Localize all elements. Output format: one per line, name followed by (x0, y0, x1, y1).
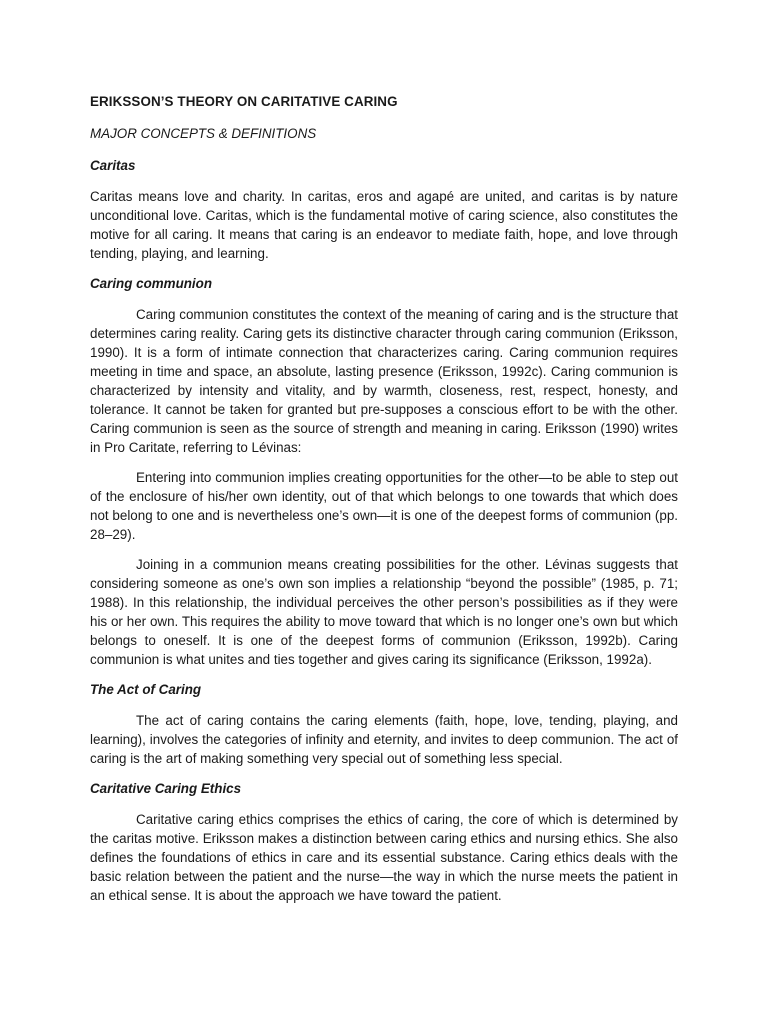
section-act-of-caring (90, 680, 678, 768)
paragraph: Caritative caring ethics comprises the ethics of caring, the core of which is determined by the caritas motive. Eriksson makes a distinction between caring ethics and nursing ethics. She also defines the foundations of ethics in care and its essential substance. Caring ethics deals with the basic relation between the patient and the nurse—the way in which the nurse meets the patient in an ethical sense. It is about the approach we have toward the patient. (90, 812, 678, 903)
section-heading: The Act of Caring (90, 682, 202, 697)
quote-paragraph: Entering into communion implies creating opportunities for the other—to be able to step out of the enclosure of his/her own identity, out of that which belongs to one towards that which does not belong to one and is nevertheless one’s own—it is one of the deepest forms of communion (pp. 28–29). (90, 470, 678, 542)
section-caring-communion (90, 274, 678, 669)
section-caritas (90, 156, 678, 263)
section-caritative-caring-ethics (90, 779, 678, 905)
paragraph: Caring communion constitutes the context of the meaning of caring and is the structure that determines caring reality. Caring gets its distinctive character through caring communion (Eriksson, 1990). It is a form of intimate connection that characterizes caring. Caring communion requires meeting in time and space, an absolute, lasting presence (Eriksson, 1992c). Caring communion is characterized by intensity and vitality, and by warmth, closeness, rest, respect, honesty, and tolerance. It cannot be taken for granted but pre-supposes a conscious effort to be with the other. Caring communion is seen as the source of strength and meaning in caring. Eriksson (1990) writes in Pro Caritate, referring to Lévinas: (90, 307, 678, 455)
paragraph: Joining in a communion means creating possibilities for the other. Lévinas suggests that considering someone as one’s own son implies a relationship “beyond the possible” (1985, p. 71; 1988). In this relationship, the individual perceives the other person’s possibilities as if they were his or her own. This requires the ability to move toward that which is no longer one’s own but which belongs to oneself. It is one of the deepest forms of communion (Eriksson, 1992b). Caring communion is what unites and ties together and gives caring its significance (Eriksson, 1992a). (90, 557, 678, 667)
document-subtitle: MAJOR CONCEPTS & DEFINITIONS (90, 126, 317, 141)
paragraph: Caritas means love and charity. In caritas, eros and agapé are united, and caritas is by nature unconditional love. Caritas, which is the fundamental motive of caring science, also constitutes the motive for all caring. It means that caring is an endeavor to mediate faith, hope, and love through tending, playing, and learning. (90, 189, 678, 261)
document-title: ERIKSSON’S THEORY ON CARITATIVE CARING (90, 94, 398, 109)
section-heading: Caring communion (90, 276, 213, 291)
section-heading: Caritative Caring Ethics (90, 781, 242, 796)
paragraph: The act of caring contains the caring elements (faith, hope, love, tending, playing, and learning), involves the categories of infinity and eternity, and invites to deep communion. The act of caring is the art of making something very special out of something less special. (90, 713, 678, 766)
section-heading: Caritas (90, 158, 136, 173)
document-body (90, 92, 678, 916)
